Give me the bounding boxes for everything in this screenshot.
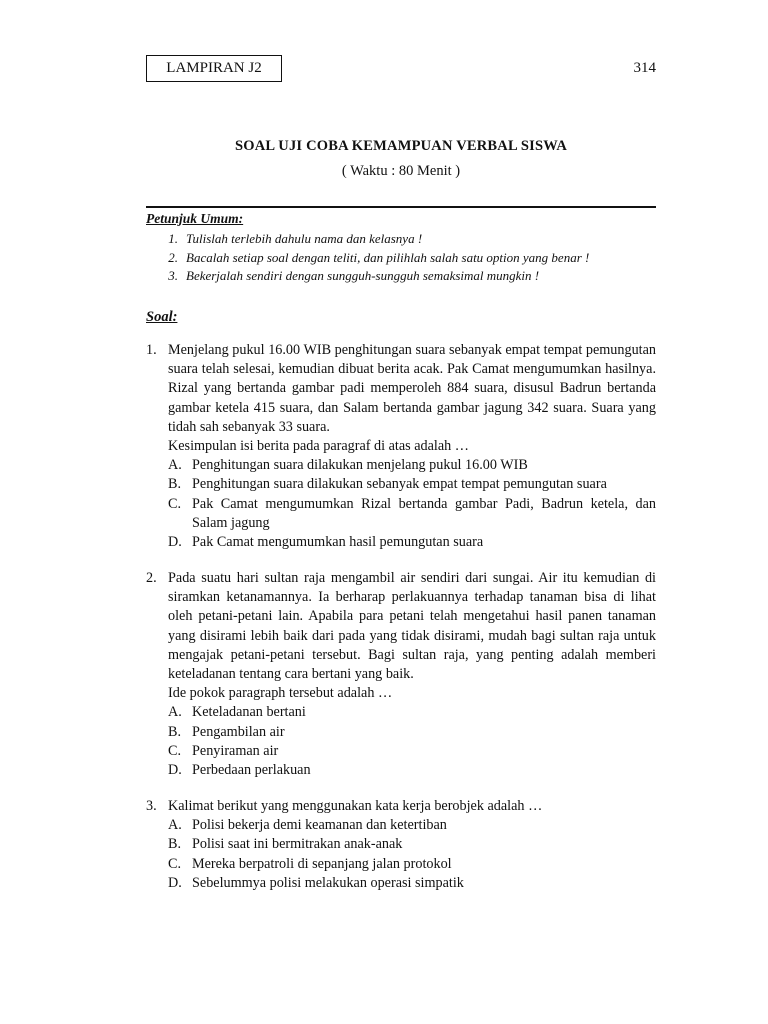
question-prompt: Kalimat berikut yang menggunakan kata kerja berobjek adalah … [168, 798, 543, 814]
option-text: Sebelummya polisi melakukan operasi simpatik [192, 874, 464, 891]
question-number: 1. [146, 342, 157, 358]
instructions-heading: Petunjuk Umum: [146, 211, 244, 226]
option-text: Pak Camat mengumumkan Rizal bertanda gambar Padi, Badrun ketela, dan Salam jagung [192, 495, 656, 531]
answer-option-b [168, 835, 656, 854]
question-number: 3. [146, 798, 157, 814]
option-text: Pengambilan air [192, 723, 285, 740]
answer-option-b [168, 475, 656, 494]
answer-option-c [168, 742, 656, 761]
answer-options [168, 816, 656, 893]
question-1 [146, 341, 656, 552]
section-divider [146, 206, 656, 208]
question-prompt: Ide pokok paragraph tersebut adalah … [168, 685, 393, 702]
lampiran-label-box [146, 55, 282, 82]
answer-options [168, 456, 656, 552]
instruction-item [146, 230, 656, 249]
option-letter: D. [168, 874, 182, 891]
question-3 [146, 797, 656, 893]
answer-option-d [168, 761, 656, 780]
answer-option-a [168, 703, 656, 722]
answer-option-d [168, 533, 656, 552]
question-prompt: Kesimpulan isi berita pada paragraf di atas adalah … [168, 438, 469, 455]
option-text: Mereka berpatroli di sepanjang jalan protokol [192, 855, 452, 872]
option-letter: C. [168, 742, 182, 759]
option-letter: A. [168, 704, 182, 721]
option-text: Polisi bekerja demi keamanan dan ketertiban [192, 817, 447, 834]
document-subtitle: ( Waktu : 80 Menit ) [341, 163, 461, 179]
page-number: 314 [633, 60, 656, 76]
answer-options [168, 703, 656, 780]
option-text: Polisi saat ini bermitrakan anak-anak [192, 836, 403, 853]
option-letter: A. [168, 457, 182, 474]
option-text: Pak Camat mengumumkan hasil pemungutan suara [192, 534, 484, 551]
instruction-text: Bacalah setiap soal dengan teliti, dan pilihlah salah satu option yang benar ! [186, 249, 590, 265]
question-2 [146, 569, 656, 780]
option-letter: C. [168, 495, 182, 512]
instructions-list [146, 230, 656, 286]
answer-option-b [168, 723, 656, 742]
option-letter: D. [168, 534, 182, 551]
answer-option-a [168, 456, 656, 475]
option-letter: D. [168, 762, 182, 779]
answer-option-c [168, 495, 656, 533]
option-letter: B. [168, 723, 182, 740]
option-text: Keteladanan bertani [192, 704, 306, 721]
option-letter: A. [168, 817, 182, 834]
option-text: Perbedaan perlakuan [192, 762, 311, 779]
document-title: SOAL UJI COBA KEMAMPUAN VERBAL SISWA [234, 138, 568, 154]
instruction-number: 2. [168, 249, 178, 265]
option-text: Penyiraman air [192, 742, 279, 759]
instruction-text: Bekerjalah sendiri dengan sungguh-sungguh semaksimal mungkin ! [186, 268, 540, 283]
question-number: 2. [146, 570, 157, 586]
instruction-text: Tulislah terlebih dahulu nama dan kelasnya ! [186, 231, 423, 246]
instruction-item [146, 249, 656, 268]
instruction-number: 3. [168, 268, 178, 283]
option-letter: B. [168, 476, 182, 493]
instruction-item [146, 267, 656, 286]
questions-heading: Soal: [146, 309, 178, 325]
answer-option-a [168, 816, 656, 835]
option-letter: B. [168, 836, 182, 853]
instruction-number: 1. [168, 231, 178, 246]
option-letter: C. [168, 855, 182, 872]
answer-option-c [168, 855, 656, 874]
option-text: Penghitungan suara dilakukan sebanyak empat tempat pemungutan suara [192, 476, 607, 493]
answer-option-d [168, 874, 656, 893]
question-passage: Pada suatu hari sultan raja mengambil air sendiri dari sungai. Air itu kemudian di siramkan ketanamannya. Ia berharap perlakuannya terhadap tanaman bisa di lihat oleh petani-petani lain. Apabila para petani telah mengetahui hasil panen tanaman yang disirami lebih baik dari pada yang tidak disirami, mudah bagi sultan raja untuk mengajak petani-petani tersebut. Bagi sultan raja, yang penting adalah memberi keteladanan tentang cara bertani yang baik. [168, 570, 656, 683]
lampiran-label: LAMPIRAN J2 [166, 60, 262, 76]
option-text: Penghitungan suara dilakukan menjelang pukul 16.00 WIB [192, 457, 528, 474]
question-passage: Menjelang pukul 16.00 WIB penghitungan suara sebanyak empat tempat pemungutan suara telah selesai, kemudian dibuat berita acak. Pak Camat mengumumkan hasilnya. Rizal yang bertanda gambar padi memperoleh 884 suara, disusul Badrun bertanda gambar ketela 415 suara, dan Salam bertanda gambar jagung 342 suara. Suara yang tidah sah sebanyak 33 suara. [168, 342, 656, 435]
